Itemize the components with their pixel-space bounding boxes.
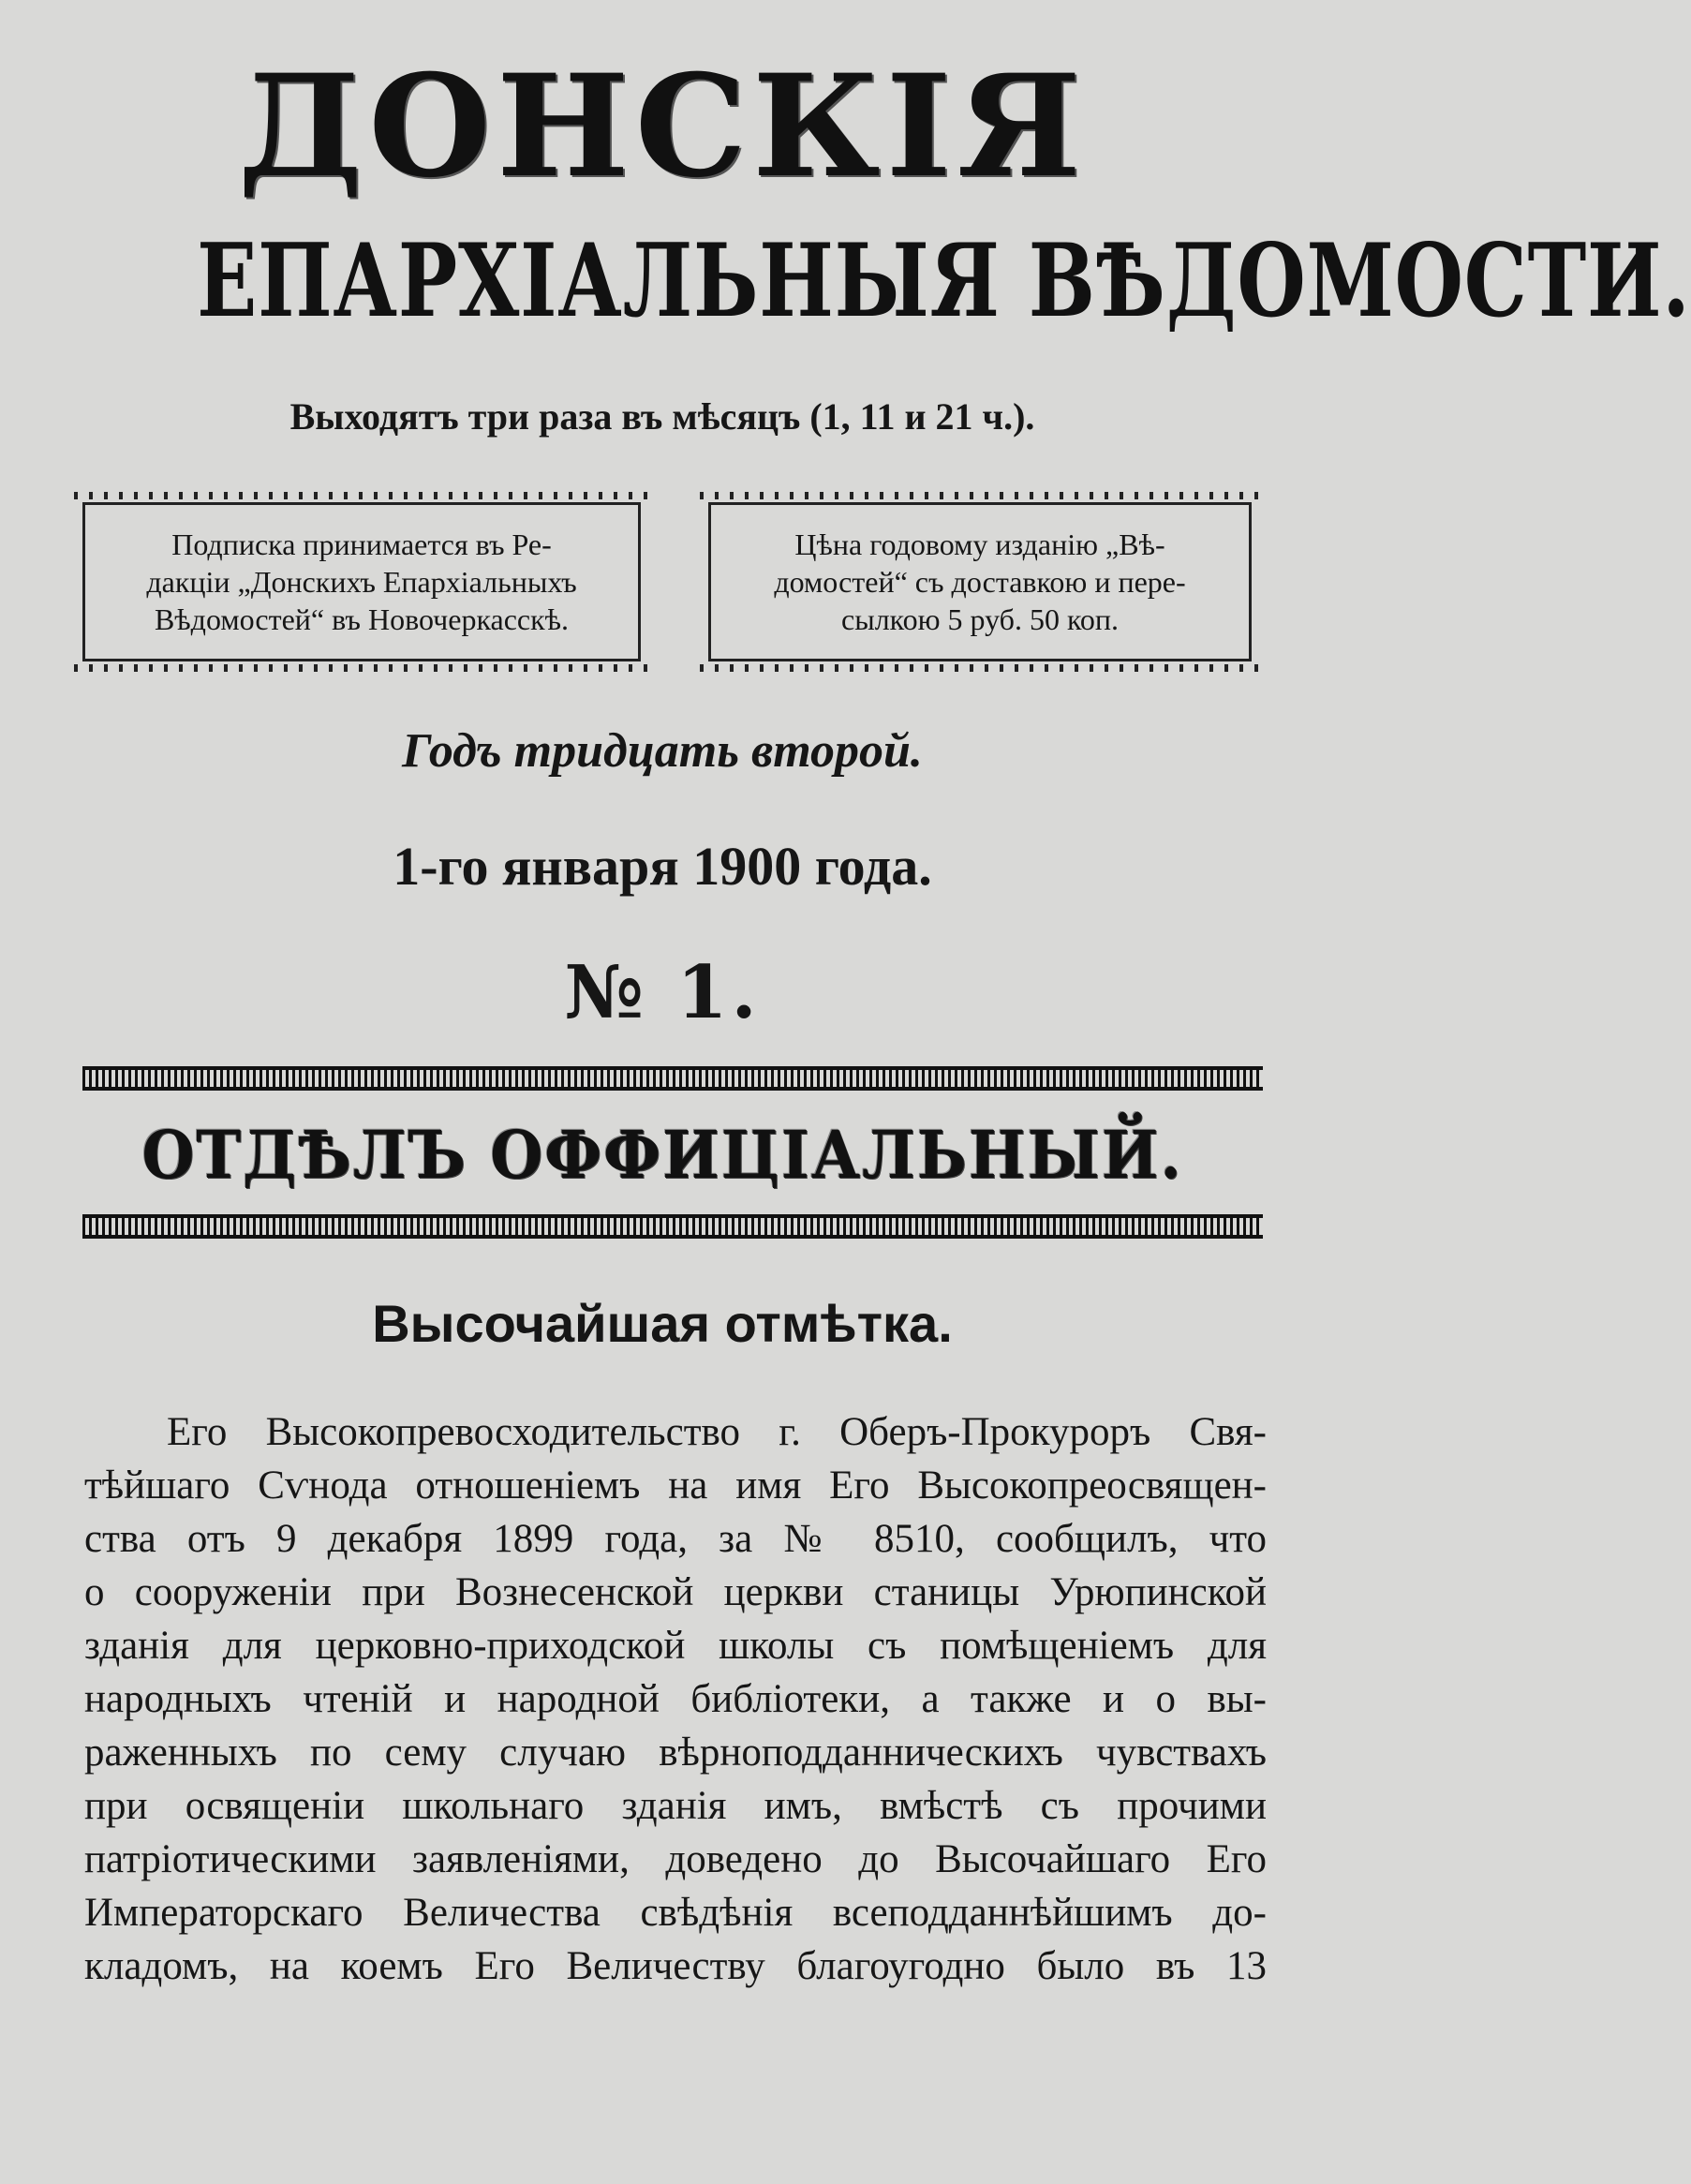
body-line: тѣйшаго Сѵнода отношеніемъ на имя Его Высокопреосвящен- (84, 1463, 1267, 1508)
body-line: патріотическими заявленіями, доведено до Высочайшаго Его (84, 1837, 1267, 1881)
body-line: ства отъ 9 декабря 1899 года, за № 8510, сообщилъ, что (84, 1517, 1267, 1561)
subscription-line: Вѣдомостей“ въ Новочеркасскѣ. (154, 602, 570, 636)
body-line: народныхъ чтеній и народной библіотеки, а также и о вы- (84, 1677, 1267, 1721)
issue-number: № 1. (564, 950, 761, 1035)
masthead-title-line1: ДОНСКІЯ (237, 44, 1088, 209)
masthead-title-line2: ЕПАРХІАЛЬНЫЯ ВѢДОМОСТИ. (197, 222, 1691, 340)
body-line: Его Высокопревосходительство г. Оберъ-Прокуроръ Свя- (167, 1410, 1267, 1454)
body-line: при освященіи школьнаго зданія имъ, вмѣстѣ съ прочими (84, 1784, 1267, 1828)
body-line: зданія для церковно-приходской школы съ помѣщеніемъ для (84, 1624, 1267, 1668)
publication-frequency: Выходятъ три раза въ мѣсяцъ (1, 11 и 21 ч.). (289, 395, 1035, 438)
subscription-line: дакціи „Донскихъ Епархіальныхъ (146, 565, 577, 599)
price-box (708, 502, 1252, 661)
issue-date: 1-го января 1900 года. (393, 836, 932, 897)
body-line: Императорскаго Величества свѣдѣнія всеподданнѣйшимъ до- (84, 1891, 1267, 1935)
publication-year: Годъ тридцать второй. (402, 724, 923, 778)
ornamental-rule-top (82, 1066, 1263, 1091)
body-line: раженныхъ по сему случаю вѣрноподданническихъ чувствахъ (84, 1731, 1267, 1775)
price-line: домостей“ съ доставкою и пере- (774, 565, 1186, 599)
price-line: сылкою 5 руб. 50 коп. (841, 602, 1119, 636)
body-line: о сооруженіи при Вознесенской церкви станицы Урюпинской (84, 1570, 1267, 1614)
price-text (774, 526, 1185, 638)
article-body (84, 1405, 1267, 1993)
subscription-text (146, 526, 576, 638)
subscription-box (82, 502, 641, 661)
article-heading: Высочайшая отмѣтка. (372, 1294, 953, 1353)
subscription-line: Подписка принимается въ Ре- (171, 527, 552, 561)
price-line: Цѣна годовому изданію „Вѣ- (794, 527, 1165, 561)
section-title: ОТДѢЛЪ ОФФИЦІАЛЬНЫЙ. (141, 1116, 1183, 1194)
ornamental-rule-bottom (82, 1214, 1263, 1239)
body-line: кладомъ, на коемъ Его Величеству благоугодно было въ 13 (84, 1944, 1267, 1988)
